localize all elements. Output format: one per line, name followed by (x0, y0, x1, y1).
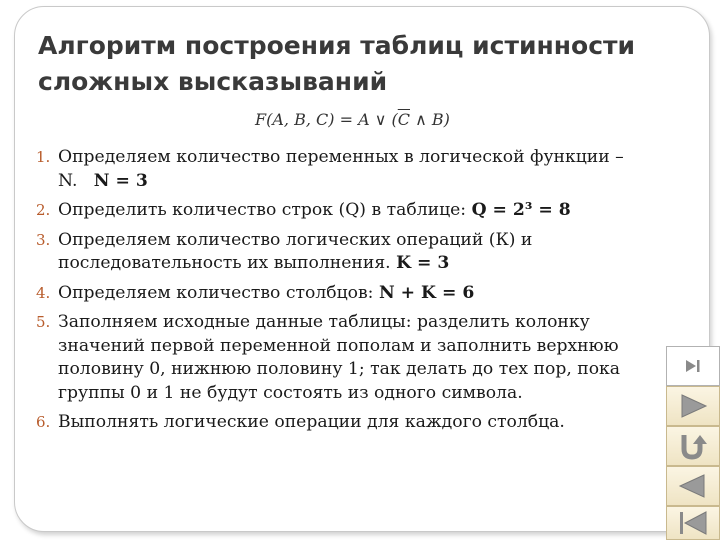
step-number: 1. (36, 148, 51, 166)
previous-slide-button[interactable] (666, 466, 720, 506)
first-slide-icon (676, 509, 710, 537)
step-text: Определить количество строк (Q) в таблице: (58, 200, 467, 220)
formula-negated-variable: $\overline{C}$ (397, 110, 410, 129)
step-text: Определяем количество столбцов: (58, 282, 374, 303)
step-number: 6. (36, 413, 51, 431)
step-number: 4. (36, 283, 51, 302)
step-5 (36, 311, 664, 405)
step-text: Заполняем исходные данные таблицы: разделить колонку значений первой переменной пополам и заполнить верхнюю половину 0, нижнюю половину 1; так делать до тех пор, пока группы 0 и 1 не будут состоять из одного символа. (58, 312, 621, 403)
step-value: N = 3 (93, 170, 148, 191)
previous-icon (676, 472, 710, 500)
last-slide-button[interactable] (666, 346, 720, 386)
step-1 (36, 146, 664, 193)
first-slide-button[interactable] (666, 506, 720, 540)
step-number: 3. (36, 230, 51, 249)
step-text: Определяем количество логических операций (К) и последовательность их выполнения. (58, 229, 533, 273)
formula (255, 110, 495, 129)
step-2 (36, 199, 664, 223)
step-3 (36, 229, 664, 276)
step-4 (36, 282, 664, 306)
formula-lhs: F(A, B, C) = A ∨ ( (255, 110, 398, 129)
step-number: 5. (36, 313, 51, 331)
return-icon (676, 431, 710, 461)
return-button[interactable] (666, 426, 720, 466)
last-slide-icon (680, 356, 706, 376)
next-slide-button[interactable] (666, 386, 720, 426)
steps-list (36, 146, 664, 441)
step-value: K = 3 (396, 253, 450, 273)
formula-rhs: ∧ B) (410, 110, 450, 129)
step-6 (36, 411, 664, 435)
step-text: Выполнять логические операции для каждого столбца. (58, 412, 565, 432)
step-value: N + K = 6 (378, 282, 475, 303)
step-number: 2. (36, 201, 51, 219)
slide-title: Алгоритм построения таблиц истинности сложных высказываний (38, 31, 636, 96)
next-icon (676, 392, 710, 420)
step-value: Q = 2³ = 8 (471, 200, 571, 220)
step-text: Определяем количество переменных в логической функции – N. (58, 147, 624, 191)
